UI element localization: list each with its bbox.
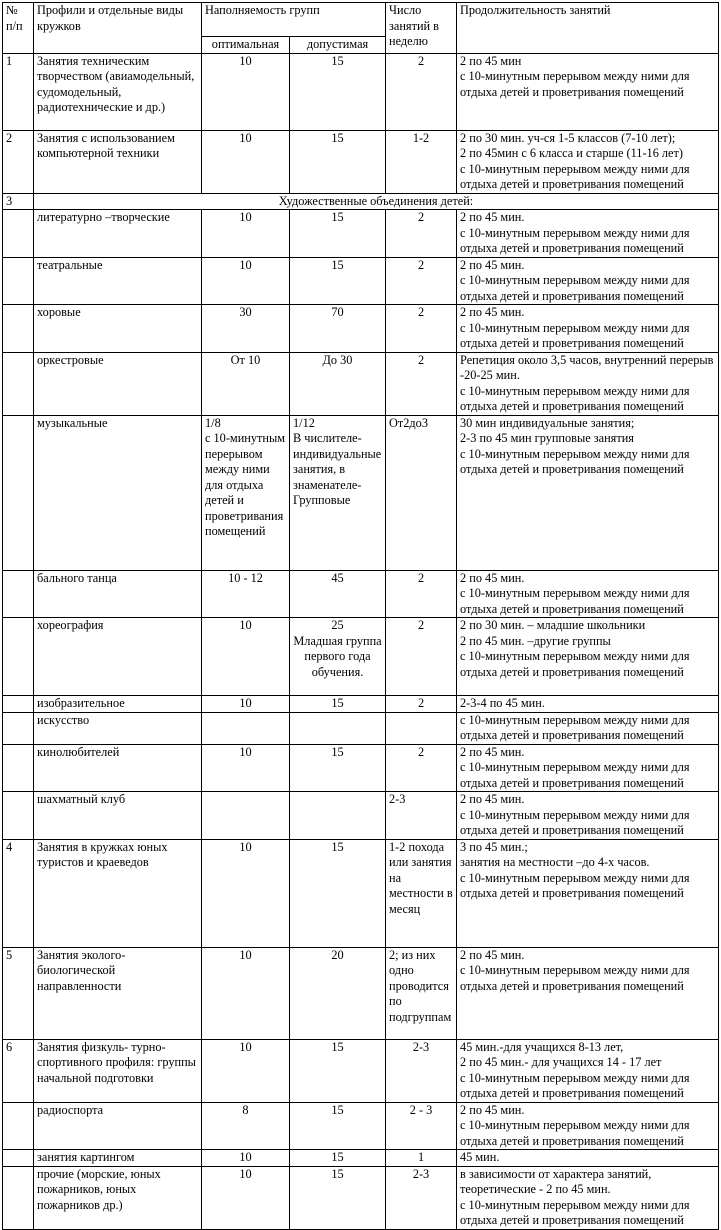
- header-row: [3, 3, 719, 37]
- table-row: [3, 1166, 719, 1229]
- row-allowed: 15: [290, 1150, 386, 1167]
- row-name: искусство: [34, 712, 202, 744]
- row-optimal: 10: [202, 53, 290, 130]
- row-optimal: 10 - 12: [202, 570, 290, 618]
- row-num: [3, 415, 34, 570]
- table-row: [3, 257, 719, 305]
- row-count: 2: [386, 618, 457, 696]
- row-optimal: 10: [202, 618, 290, 696]
- row-duration: 2 по 45 мин. с 10-минутным перерывом между ними для отдыха детей и проветривания помещений: [457, 1102, 719, 1150]
- row-count: 2: [386, 257, 457, 305]
- row-num: [3, 1102, 34, 1150]
- row-optimal: 10: [202, 1039, 290, 1102]
- header-optimal: оптимальная: [202, 37, 290, 54]
- row-optimal: 30: [202, 305, 290, 353]
- row-name: Занятия физкуль- турно-спортивного профиля: группы начальной подготовки: [34, 1039, 202, 1102]
- row-optimal: 10: [202, 257, 290, 305]
- row-num: [3, 257, 34, 305]
- row-optimal: 8: [202, 1102, 290, 1150]
- row-optimal: 10: [202, 947, 290, 1039]
- row-num: [3, 1150, 34, 1167]
- row-name: театральные: [34, 257, 202, 305]
- row-duration: 30 мин индивидуальные занятия; 2-3 по 45 мин групповые занятия с 10-минутным перерывом между ними для отдыха детей и проветривания помещений: [457, 415, 719, 570]
- row-num: 1: [3, 53, 34, 130]
- table-row: [3, 696, 719, 713]
- table-row: [3, 618, 719, 696]
- row-count: От2до3: [386, 415, 457, 570]
- header-duration: Продолжительность занятий: [457, 3, 719, 54]
- row-name: изобразительное: [34, 696, 202, 713]
- header-num: № п/п: [3, 3, 34, 54]
- row-num: [3, 305, 34, 353]
- row-count: 1-2 похода или занятия на местности в месяц: [386, 839, 457, 947]
- row-count: 2-3: [386, 1039, 457, 1102]
- row-count: 2; из них одно проводится по подгруппам: [386, 947, 457, 1039]
- table-row: [3, 744, 719, 792]
- row-optimal: 10: [202, 210, 290, 258]
- row-count: 2: [386, 744, 457, 792]
- row-optimal: От 10: [202, 352, 290, 415]
- row-duration: в зависимости от характера занятий, теоретические - 2 по 45 мин. с 10-минутным перерывом между ними для отдыха детей и проветривания помещений: [457, 1166, 719, 1229]
- row-name: Занятия с использованием компьютерной техники: [34, 130, 202, 193]
- row-count: [386, 712, 457, 744]
- row-count: 2-3: [386, 1166, 457, 1229]
- row-optimal: 10: [202, 130, 290, 193]
- row-num: [3, 618, 34, 696]
- table-row: [3, 210, 719, 258]
- table-row: [3, 1039, 719, 1102]
- row-optimal: 10: [202, 696, 290, 713]
- row-allowed: 15: [290, 53, 386, 130]
- row-num: [3, 570, 34, 618]
- row-count: 2: [386, 352, 457, 415]
- row-duration: 2 по 30 мин. – младшие школьники 2 по 45 мин. –другие группы с 10-минутным перерывом между ними для отдыха детей и проветривания помещений: [457, 618, 719, 696]
- table-row: [3, 839, 719, 947]
- row-allowed: 15: [290, 1102, 386, 1150]
- row-name: шахматный клуб: [34, 792, 202, 840]
- row-duration: 2 по 30 мин. уч-ся 1-5 классов (7-10 лет); 2 по 45мин с 6 класса и старше (11-16 лет) с 10-минутным перерывом между ними для отдыха детей и проветривания помещений: [457, 130, 719, 193]
- header-fill: Наполняемость групп: [202, 3, 386, 37]
- activities-table: [2, 2, 719, 1230]
- row-allowed: 25 Младшая группа первого года обучения.: [290, 618, 386, 696]
- row-count: 2 - 3: [386, 1102, 457, 1150]
- row-allowed: До 30: [290, 352, 386, 415]
- row-num: 6: [3, 1039, 34, 1102]
- row-duration: 2 по 45 мин. с 10-минутным перерывом между ними для отдыха детей и проветривания помещений: [457, 257, 719, 305]
- row-name: хореография: [34, 618, 202, 696]
- row-allowed: 15: [290, 210, 386, 258]
- row-allowed: 20: [290, 947, 386, 1039]
- table-row: [3, 712, 719, 744]
- row-num: [3, 1166, 34, 1229]
- row-duration: 2 по 45 мин. с 10-минутным перерывом между ними для отдыха детей и проветривания помещений: [457, 210, 719, 258]
- row-name: оркестровые: [34, 352, 202, 415]
- row-duration: 2 по 45 мин. с 10-минутным перерывом между ними для отдыха детей и проветривания помещений: [457, 947, 719, 1039]
- row-name: кинолюбителей: [34, 744, 202, 792]
- row-duration: 45 мин.: [457, 1150, 719, 1167]
- row-optimal: 10: [202, 839, 290, 947]
- row-count: 2: [386, 53, 457, 130]
- row-duration: 45 мин.-для учащихся 8-13 лет, 2 по 45 мин.- для учащихся 14 - 17 лет с 10-минутным перерывом между ними для отдыха детей и проветривания помещений: [457, 1039, 719, 1102]
- row-name: радиоспорта: [34, 1102, 202, 1150]
- row-name: Занятия техническим творчеством (авиамодельный, судомодельный, радиотехнические и др.): [34, 53, 202, 130]
- table-row: [3, 1150, 719, 1167]
- header-profile: Профили и отдельные виды кружков: [34, 3, 202, 54]
- table-row: [3, 570, 719, 618]
- table-row: [3, 1102, 719, 1150]
- row-num: [3, 210, 34, 258]
- section-row: [3, 193, 719, 210]
- row-allowed: 15: [290, 744, 386, 792]
- row-optimal: 10: [202, 1150, 290, 1167]
- row-optimal: 10: [202, 1166, 290, 1229]
- row-allowed: 15: [290, 1039, 386, 1102]
- row-name: Занятия эколого-биологической направленности: [34, 947, 202, 1039]
- row-num: [3, 792, 34, 840]
- table-row: [3, 305, 719, 353]
- row-num: [3, 744, 34, 792]
- row-name: музыкальные: [34, 415, 202, 570]
- row-name: прочие (морские, юных пожарников, юных пожарников др.): [34, 1166, 202, 1229]
- row-allowed: 70: [290, 305, 386, 353]
- row-name: литературно –творческие: [34, 210, 202, 258]
- header-allowed: допустимая: [290, 37, 386, 54]
- header-count: Число занятий в неделю: [386, 3, 457, 54]
- row-allowed: [290, 712, 386, 744]
- row-num: [3, 352, 34, 415]
- table-row: [3, 792, 719, 840]
- row-duration: 2 по 45 мин. с 10-минутным перерывом между ними для отдыха детей и проветривания помещений: [457, 792, 719, 840]
- row-num: [3, 696, 34, 713]
- row-duration: 2-3-4 по 45 мин.: [457, 696, 719, 713]
- row-count: 2: [386, 696, 457, 713]
- row-allowed: 45: [290, 570, 386, 618]
- row-allowed: 15: [290, 1166, 386, 1229]
- row-count: 2-3: [386, 792, 457, 840]
- section-title: Художественные объединения детей:: [34, 193, 719, 210]
- row-count: 2: [386, 210, 457, 258]
- row-allowed: 15: [290, 130, 386, 193]
- table-row: [3, 130, 719, 193]
- row-name: бального танца: [34, 570, 202, 618]
- row-optimal: [202, 792, 290, 840]
- row-allowed: 1/12 В числителе- индивидуальные занятия, в знаменателе- Групповые: [290, 415, 386, 570]
- row-optimal: [202, 712, 290, 744]
- row-count: 1: [386, 1150, 457, 1167]
- row-optimal: 1/8 с 10-минутным перерывом между ними для отдыха детей и проветривания помещений: [202, 415, 290, 570]
- table-row: [3, 415, 719, 570]
- row-allowed: 15: [290, 839, 386, 947]
- row-optimal: 10: [202, 744, 290, 792]
- row-duration: 2 по 45 мин. с 10-минутным перерывом между ними для отдыха детей и проветривания помещений: [457, 305, 719, 353]
- row-allowed: 15: [290, 257, 386, 305]
- row-num: 2: [3, 130, 34, 193]
- row-count: 1-2: [386, 130, 457, 193]
- row-duration: 3 по 45 мин.; занятия на местности –до 4-х часов. с 10-минутным перерывом между ними для отдыха детей и проветривания помещений: [457, 839, 719, 947]
- row-name: хоровые: [34, 305, 202, 353]
- row-duration: Репетиция около 3,5 часов, внутренний перерыв -20-25 мин. с 10-минутным перерывом между ними для отдыха детей и проветривания помещений: [457, 352, 719, 415]
- row-num: 4: [3, 839, 34, 947]
- row-name: занятия картингом: [34, 1150, 202, 1167]
- row-count: 2: [386, 570, 457, 618]
- row-num: [3, 712, 34, 744]
- row-num: 5: [3, 947, 34, 1039]
- row-duration: 2 по 45 мин. с 10-минутным перерывом между ними для отдыха детей и проветривания помещений: [457, 570, 719, 618]
- row-count: 2: [386, 305, 457, 353]
- row-name: Занятия в кружках юных туристов и краеведов: [34, 839, 202, 947]
- table-row: [3, 947, 719, 1039]
- row-allowed: [290, 792, 386, 840]
- row-duration: 2 по 45 мин. с 10-минутным перерывом между ними для отдыха детей и проветривания помещений: [457, 744, 719, 792]
- table-row: [3, 53, 719, 130]
- row-allowed: 15: [290, 696, 386, 713]
- row-num: 3: [3, 193, 34, 210]
- table-row: [3, 352, 719, 415]
- row-duration: с 10-минутным перерывом между ними для отдыха детей и проветривания помещений: [457, 712, 719, 744]
- row-duration: 2 по 45 мин с 10-минутным перерывом между ними для отдыха детей и проветривания помещений: [457, 53, 719, 130]
